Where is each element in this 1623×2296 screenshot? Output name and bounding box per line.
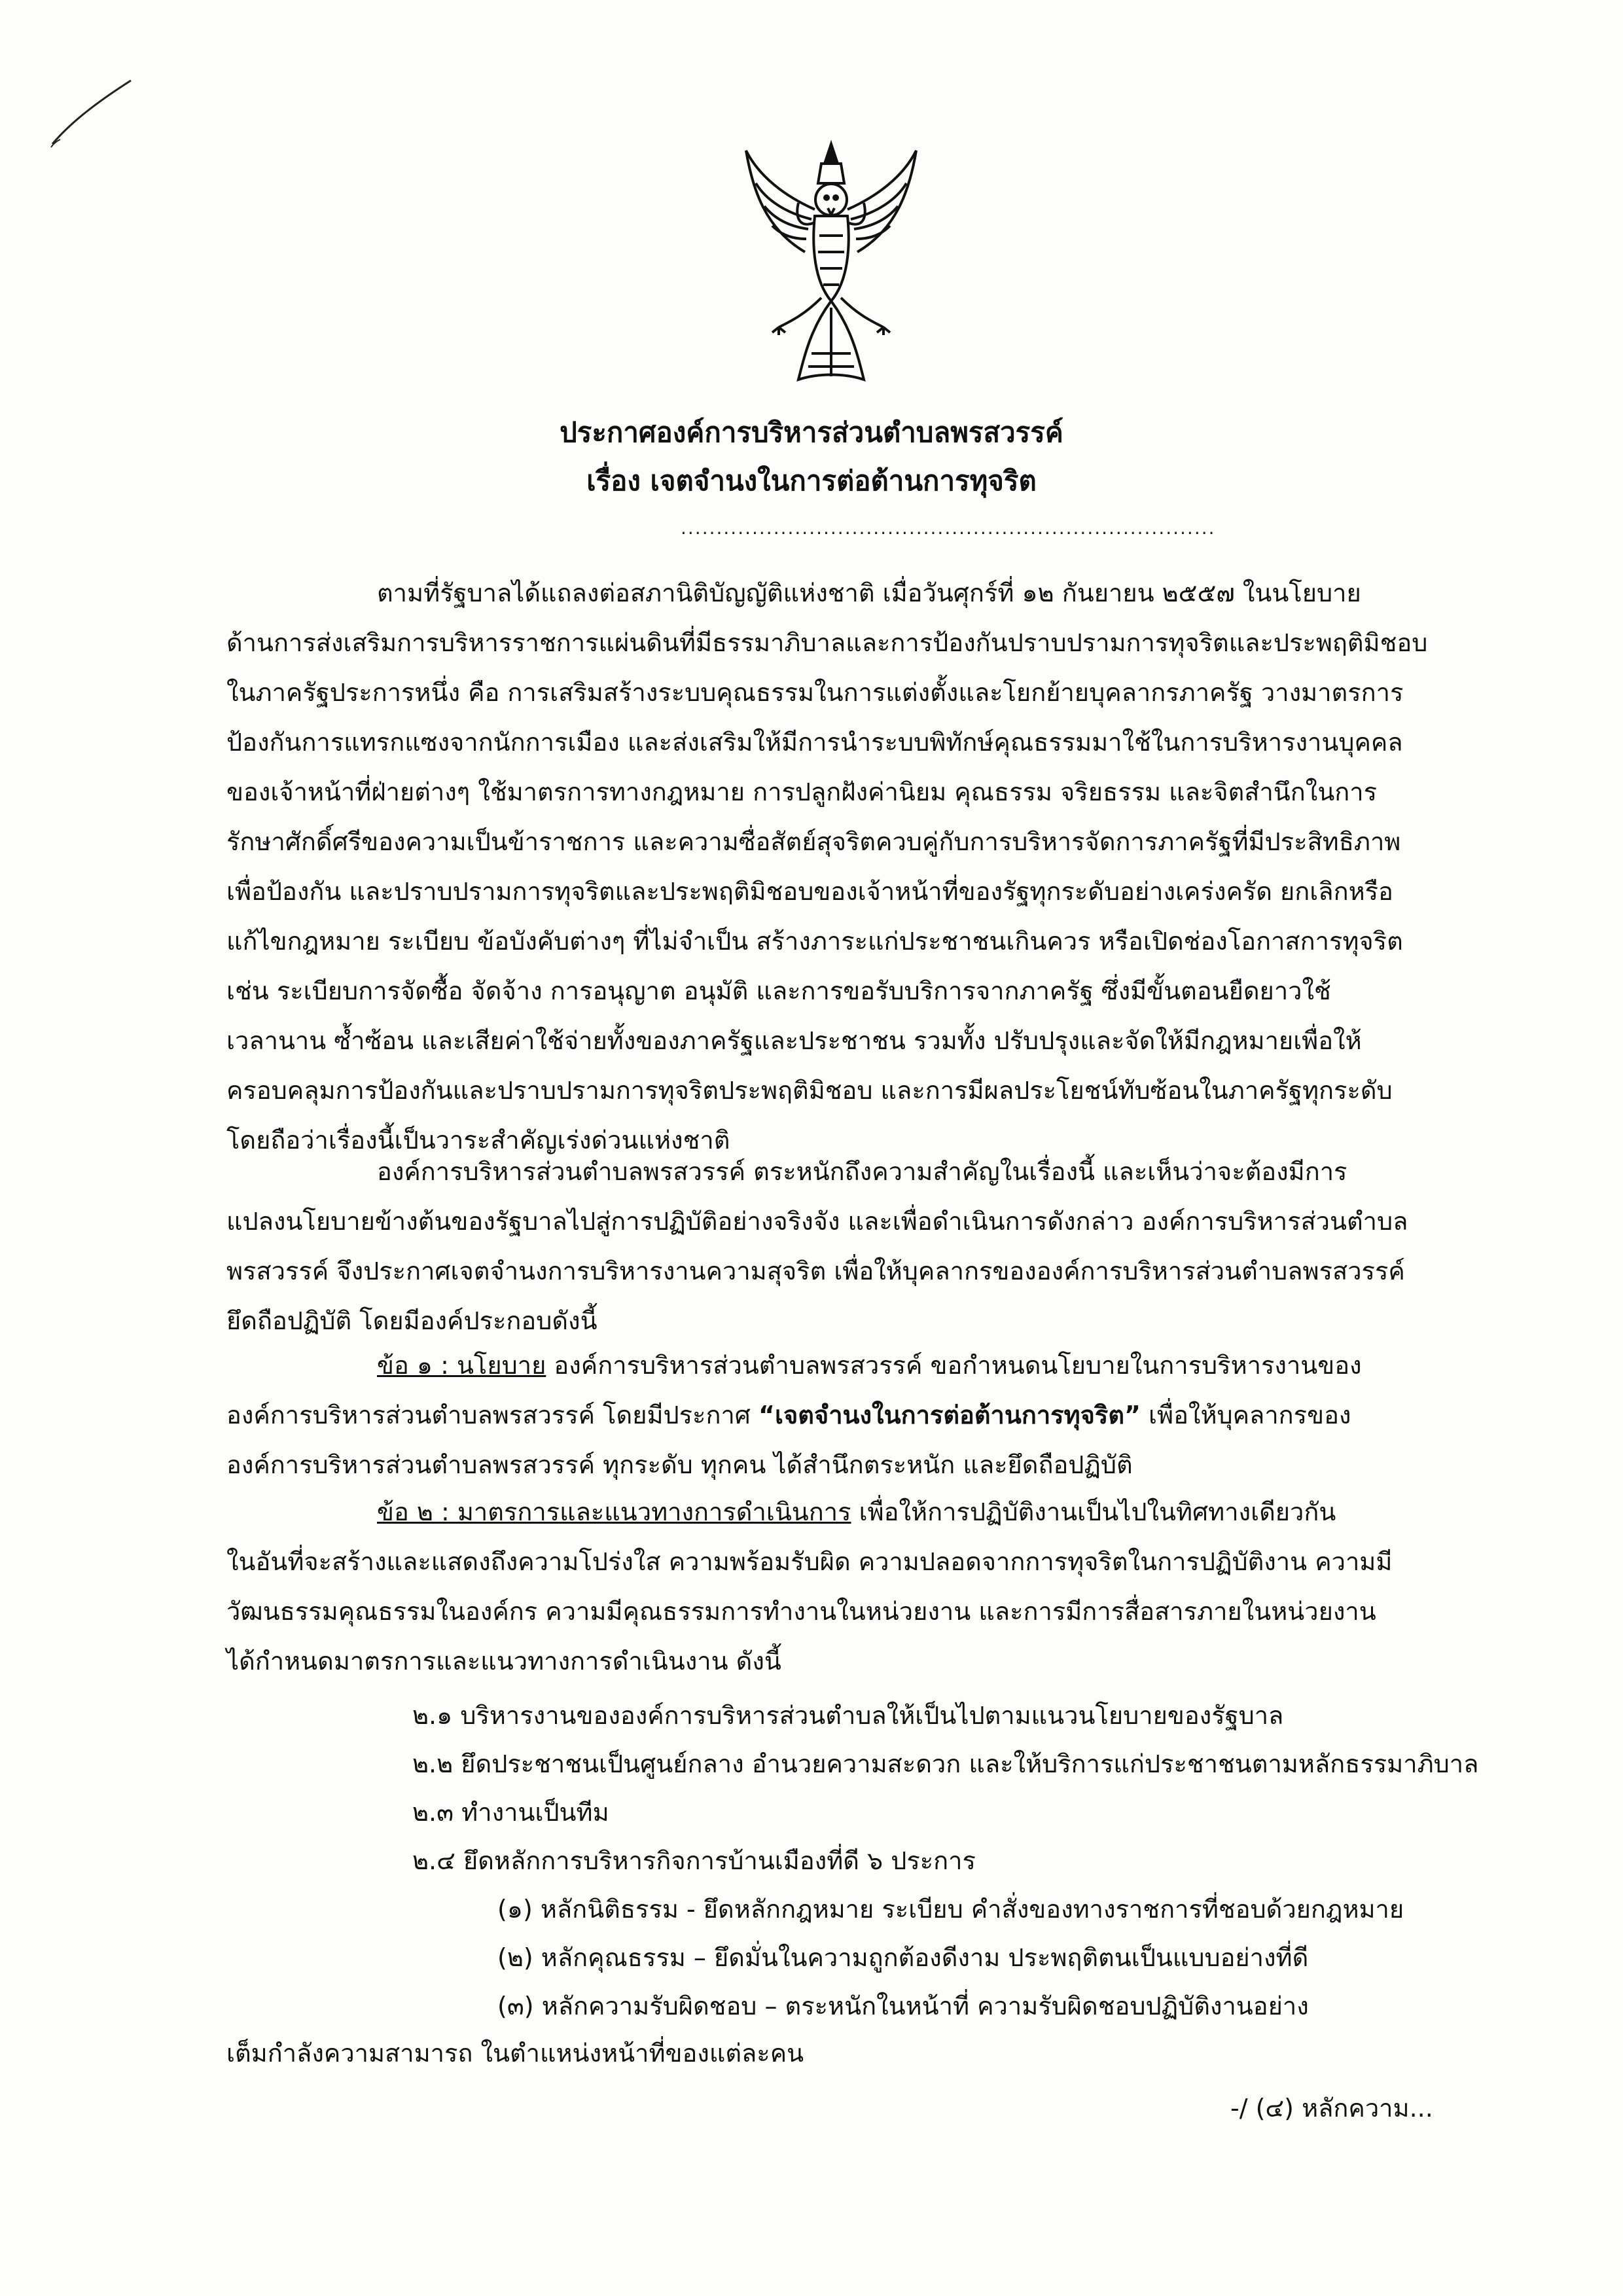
paragraph-line: องค์การบริหารส่วนตำบลพรสวรรค์ ตระหนักถึงความสำคัญในเรื่องนี้ และเห็นว่าจะต้องมีการ xyxy=(377,1157,1347,1186)
paragraph-line: แปลงนโยบายข้างต้นของรัฐบาลไปสู่การปฏิบัติอย่างจริงจัง และเพื่อดำเนินการดังกล่าว องค์การบริหารส่วนตำบล xyxy=(226,1207,1408,1236)
paragraph-line: เช่น ระเบียบการจัดซื้อ จัดจ้าง การอนุญาต อนุมัติ และการขอรับบริการจากภาครัฐ ซึ่งมีขั้นตอนยืดยาวใช้ xyxy=(226,977,1331,1005)
sub-list-item: (๓) หลักความรับผิดชอบ – ตระหนักในหน้าที่ ความรับผิดชอบปฏิบัติงานอย่าง xyxy=(497,1992,1309,2020)
section-line: องค์การบริหารส่วนตำบลพรสวรรค์ ทุกระดับ ทุกคน ได้สำนึกตระหนัก และยึดถือปฏิบัติ xyxy=(226,1450,1133,1479)
section-text: เพื่อให้การปฏิบัติงานเป็นไปในทิศทางเดียวกัน xyxy=(851,1498,1336,1526)
sub-list-item: (๑) หลักนิติธรรม - ยึดหลักกฎหมาย ระเบียบ คำสั่งของทางราชการที่ชอบด้วยกฎหมาย xyxy=(497,1895,1404,1924)
section-measures xyxy=(226,1487,1470,1686)
paragraph-line: ด้านการส่งเสริมการบริหารราชการแผ่นดินที่มีธรรมาภิบาลและการป้องกันปราบปรามการทุจริตและประพฤติมิชอบ xyxy=(226,628,1428,657)
sub-list-item-continuation: เต็มกำลังความสามารถ ในตำแหน่งหน้าที่ของแต่ละคน xyxy=(226,2039,804,2068)
section-text: องค์การบริหารส่วนตำบลพรสวรรค์ ขอกำหนดนโยบายในการบริหารงานของ xyxy=(546,1351,1362,1380)
paragraph-line: เวลานาน ซ้ำซ้อน และเสียค่าใช้จ่ายทั้งของภาครัฐและประชาชน รวมทั้ง ปรับปรุงและจัดให้มีกฎหมายเพื่อให้ xyxy=(226,1026,1362,1055)
paragraph-background xyxy=(226,568,1470,1165)
announcement-subject: เรื่อง เจตจำนงในการต่อต้านการทุจริต xyxy=(586,465,1037,497)
section-policy xyxy=(226,1340,1470,1490)
sub-list-item: (๒) หลักคุณธรรม – ยึดมั่นในความถูกต้องดีงาม ประพฤติตนเป็นแบบอย่างที่ดี xyxy=(497,1943,1309,1972)
list-item: ๒.๓ ทำงานเป็นทีม xyxy=(412,1798,609,1827)
list-item: ๒.๔ ยึดหลักการบริหารกิจการบ้านเมืองที่ดี ๖ ประการ xyxy=(412,1846,976,1875)
section-line: วัฒนธรรมคุณธรรมในองค์กร ความมีคุณธรรมการทำงานในหน่วยงาน และการมีการสื่อสารภายในหน่วยงาน xyxy=(226,1597,1376,1626)
paragraph-commitment xyxy=(226,1147,1470,1346)
pen-stroke-mark xyxy=(46,75,137,154)
list-item: ๒.๑ บริหารงานขององค์การบริหารส่วนตำบลให้เป็นไปตามแนวนโยบายของรัฐบาล xyxy=(412,1701,1284,1730)
section-line: ในอันที่จะสร้างและแสดงถึงความโปร่งใส ความพร้อมรับผิด ความปลอดจากการทุจริตในการปฏิบัติงาน ความมี xyxy=(226,1547,1393,1576)
paragraph-line: แก้ไขกฎหมาย ระเบียบ ข้อบังคับต่างๆ ที่ไม่จำเป็น สร้างภาระแก่ประชาชนเกินควร หรือเปิดช่องโอกาสการทุจริต xyxy=(226,927,1403,956)
section-heading: ข้อ ๑ : นโยบาย xyxy=(377,1351,546,1380)
section-text: เพื่อให้บุคลากรของ xyxy=(1140,1401,1351,1429)
next-page-reference: -/ (๔) หลักความ... xyxy=(1230,2094,1433,2123)
section-heading: ข้อ ๒ : มาตรการและแนวทางการดำเนินการ xyxy=(377,1498,851,1526)
section-line xyxy=(226,1390,1470,1440)
section-line xyxy=(226,1340,1470,1390)
section-line xyxy=(226,1487,1470,1537)
section-text: องค์การบริหารส่วนตำบลพรสวรรค์ โดยมีประกาศ xyxy=(226,1401,759,1429)
section-bold-title: “เจตจำนงในการต่อต้านการทุจริต” xyxy=(758,1401,1141,1429)
list-item: ๒.๒ ยึดประชาชนเป็นศูนย์กลาง อำนวยความสะดวก และให้บริการแก่ประชาชนตามหลักธรรมาภิบาล xyxy=(412,1749,1479,1778)
title-dotted-separator: ........................................................................... xyxy=(681,517,1216,539)
paragraph-line: ของเจ้าหน้าที่ฝ่ายต่างๆ ใช้มาตรการทางกฎหมาย การปลูกฝังค่านิยม คุณธรรม จริยธรรม และจิตสำนึกในการ xyxy=(226,778,1378,806)
paragraph-line: ป้องกันการแทรกแซงจากนักการเมือง และส่งเสริมให้มีการนำระบบพิทักษ์คุณธรรมมาใช้ในการบริหารงานบุคคล xyxy=(226,728,1403,757)
section-line: ได้กำหนดมาตรการและแนวทางการดำเนินงาน ดังนี้ xyxy=(226,1647,781,1676)
paragraph-line: เพื่อป้องกัน และปราบปรามการทุจริตและประพฤติมิชอบของเจ้าหน้าที่ของรัฐทุกระดับอย่างเคร่งครัด ยกเลิกหรือ xyxy=(226,877,1393,906)
paragraph-line: ตามที่รัฐบาลได้แถลงต่อสภานิติบัญญัติแห่งชาติ เมื่อวันศุกร์ที่ ๑๒ กันยายน ๒๕๕๗ ในนโยบาย xyxy=(377,579,1361,607)
paragraph-line: ยึดถือปฏิบัติ โดยมีองค์ประกอบดังนี้ xyxy=(226,1306,597,1335)
announcement-title: ประกาศองค์การบริหารส่วนตำบลพรสวรรค์ xyxy=(560,416,1063,448)
paragraph-line: พรสวรรค์ จึงประกาศเจตจำนงการบริหารงานความสุจริต เพื่อให้บุคลากรขององค์การบริหารส่วนตำบลพรสวรรค์ xyxy=(226,1257,1405,1285)
paragraph-line: โดยถือว่าเรื่องนี้เป็นวาระสำคัญเร่งด่วนแห่งชาติ xyxy=(226,1126,730,1155)
paragraph-line: ในภาครัฐประการหนึ่ง คือ การเสริมสร้างระบบคุณธรรมในการแต่งตั้งและโยกย้ายบุคลากรภาครัฐ วางมาตรการ xyxy=(226,678,1404,707)
garuda-emblem-icon xyxy=(733,137,929,399)
paragraph-line: ครอบคลุมการป้องกันและปราบปรามการทุจริตประพฤติมิชอบ และการมีผลประโยชน์ทับซ้อนในภาครัฐทุกระดับ xyxy=(226,1076,1393,1105)
paragraph-line: รักษาศักดิ์ศรีของความเป็นข้าราชการ และความซื่อสัตย์สุจริตควบคู่กับการบริหารจัดการภาครัฐที่มีประสิทธิภาพ xyxy=(226,827,1401,856)
